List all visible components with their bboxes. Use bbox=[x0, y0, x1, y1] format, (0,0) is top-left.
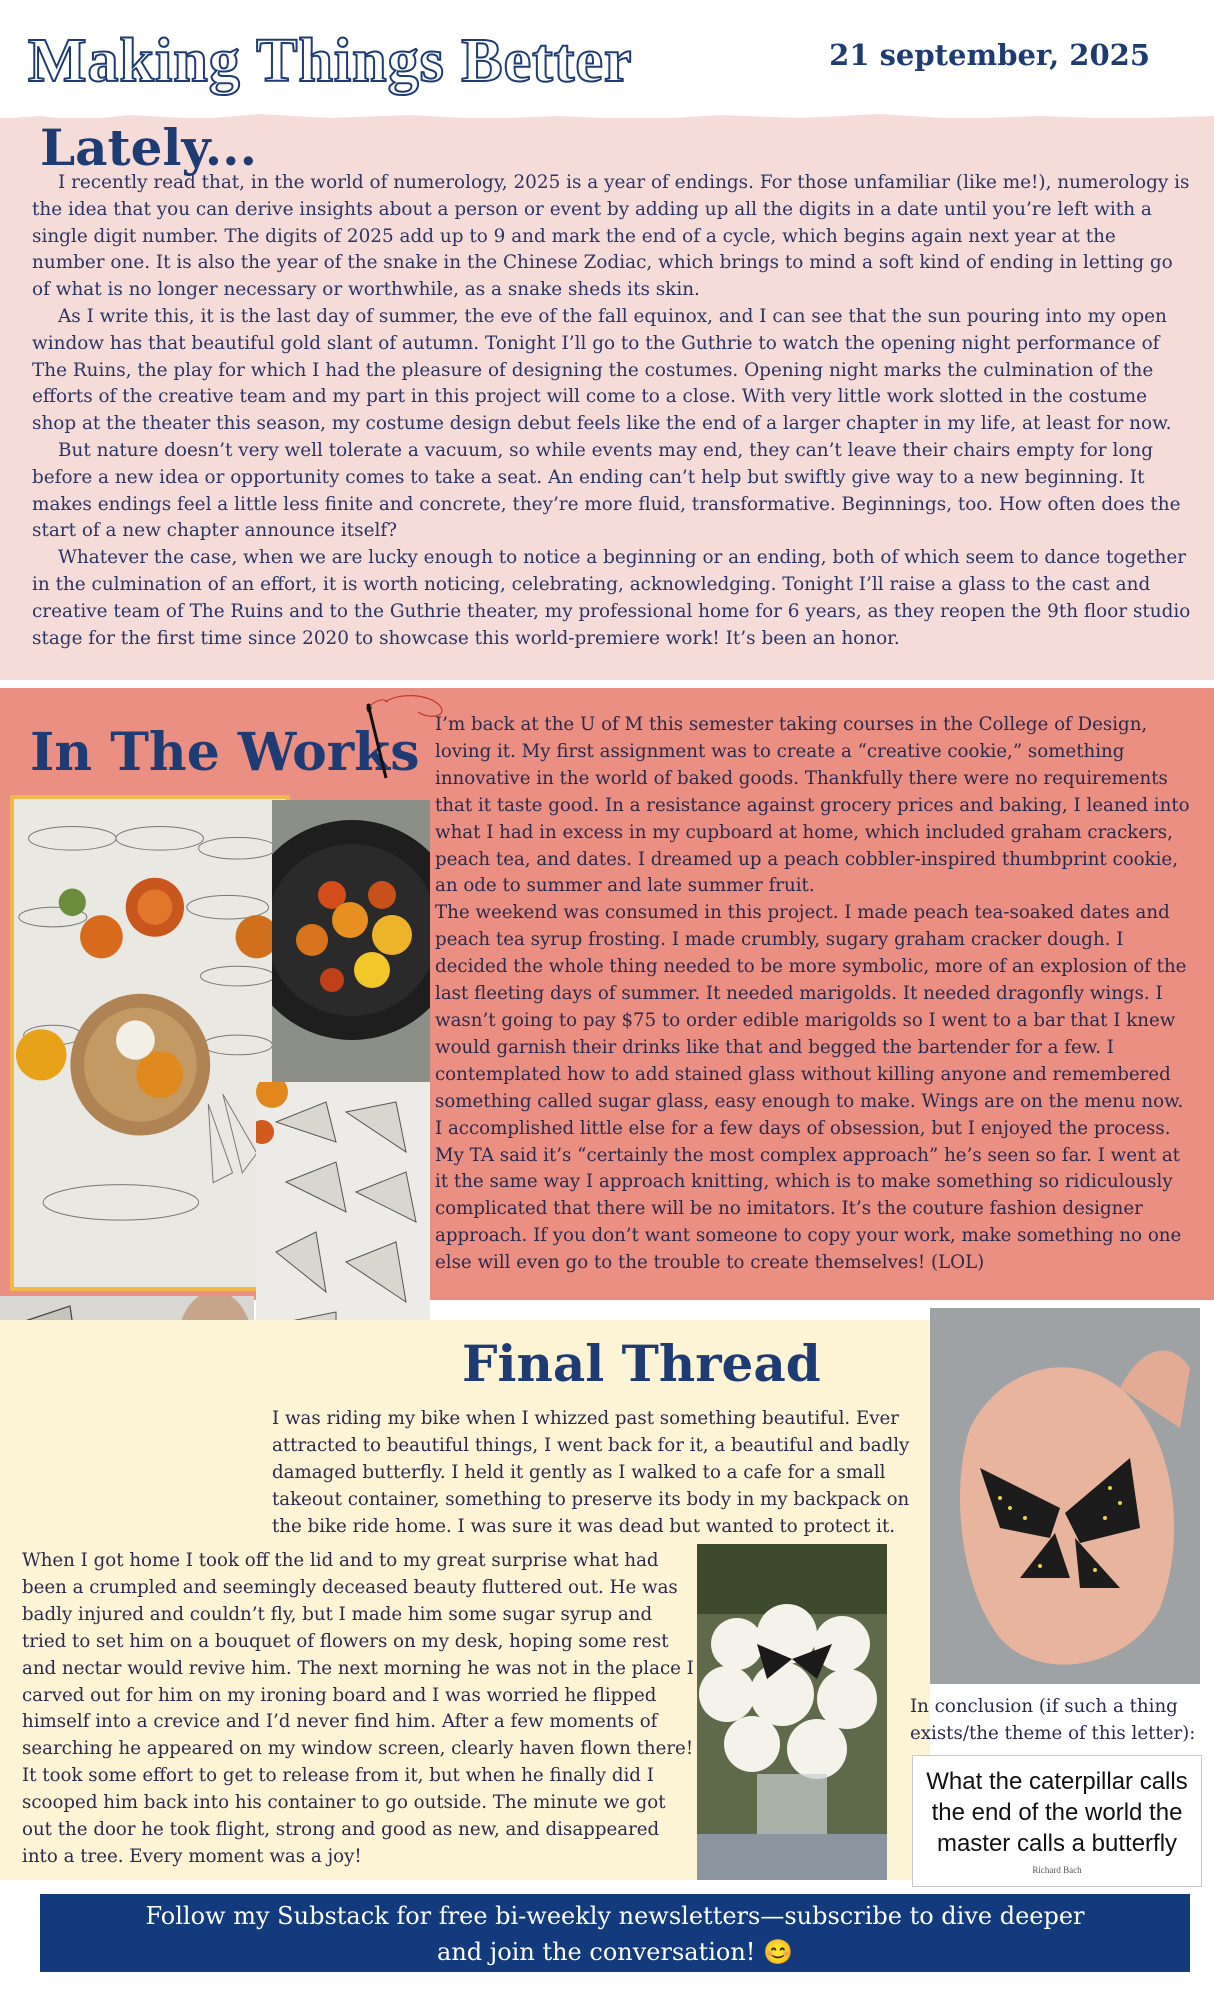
in-the-works-body bbox=[435, 712, 1197, 1277]
works-paragraph-1: I’m back at the U of M this semester taking courses in the College of Design, loving it. My first assignment was to create a “creative cookie,” something innovative in the world of baked goods. Thankfully there were no requirements that it taste good. In a resistance against grocery prices and baking, I leaned into what I had in excess in my cupboard at home, which included graham crackers, peach tea, and dates. I dreamed up a peach cobbler-inspired thumbprint cookie, an ode to summer and late summer fruit. bbox=[435, 714, 1190, 897]
lately-paragraph-2: As I write this, it is the last day of summer, the eve of the fall equinox, and I can see that the sun pouring into my open window has that beautiful gold slant of autumn. Tonight I’ll go to the Guthrie to watch the opening night performance of The Ruins, the play for which I had the pleasure of designing the costumes. Opening night marks the culmination of the efforts of the creative team and my part in this project will come to a close. With very little work slotted in the costume shop at the theater this season, my costume design debut feels like the end of a larger chapter in my life, at least for now. bbox=[32, 305, 1172, 435]
quote-card bbox=[912, 1755, 1202, 1887]
butterfly-on-hand-photo bbox=[930, 1308, 1200, 1684]
works-paragraph-2: The weekend was consumed in this project. I made peach tea-soaked dates and peach tea syrup frosting. I made crumbly, sugary graham cracker dough. I decided the whole thing needed to be more symbolic, more of an explosion of the last fleeting days of summer. It needed marigolds. It needed dragonfly wings. I wasn’t going to pay $75 to order edible marigolds so I went to a bar that I knew would garnish their drinks like that and begged the bartender for a few. I contemplated how to add stained glass without killing anyone and remembered something called sugar glass, easy enough to make. Wings are on the menu now. bbox=[435, 902, 1187, 1112]
final-thread-heading: Final Thread bbox=[462, 1334, 821, 1393]
lately-heading: Lately... bbox=[40, 118, 257, 177]
footer-line-2: and join the conversation! 😊 bbox=[437, 1938, 793, 1966]
lately-body bbox=[32, 170, 1194, 652]
marigold-plate-photo bbox=[272, 800, 430, 1084]
lately-section bbox=[0, 118, 1214, 680]
substack-subscribe-banner[interactable] bbox=[40, 1894, 1190, 1972]
needle-and-thread-icon bbox=[330, 694, 450, 784]
newsletter-title: Making Things Better bbox=[28, 27, 633, 95]
final-thread-paragraph-2: When I got home I took off the lid and to my great surprise what had been a crumpled and seemingly deceased beauty fluttered out. He was badly injured and couldn’t fly, but I made him some sugar syrup and tried to set him on a bouquet of flowers on my desk, hoping some rest and nectar would revive him. The next morning he was not in the place I carved out for him on my ironing board and I was worried he flipped himself into a crevice and I’d never find him. After a few moments of searching he appeared on my window screen, clearly haven flown there! It took some effort to get to release from it, but when he finally did I scooped him back into his container to go outside. The minute we got out the door he took flight, strong and good as new, and disappeared into a tree. Every moment was a joy! bbox=[22, 1550, 694, 1867]
lately-paragraph-3: But nature doesn’t very well tolerate a vacuum, so while events may end, they can’t leave their chairs empty for long before a new idea or opportunity comes to take a seat. An ending can’t help but swiftly give way to a new beginning. It makes endings feel a little less finite and concrete, they’re more fluid, transformative. Beginnings, too. How often does the start of a new chapter announce itself? bbox=[32, 439, 1181, 542]
final-thread-paragraph-1: I was riding my bike when I whizzed past something beautiful. Ever attracted to beautiful things, I went back for it, a beautiful and badly damaged butterfly. I held it gently as I walked to a cafe for a small takeout container, something to preserve its body in my backpack on the bike ride home. I was sure it was dead but wanted to protect it. bbox=[272, 1408, 910, 1537]
butterfly-on-flowers-photo bbox=[697, 1544, 887, 1880]
footer-line-1: Follow my Substack for free bi-weekly newsletters—subscribe to dive deeper bbox=[145, 1902, 1085, 1930]
quote-author: Richard Bach bbox=[1032, 1865, 1082, 1875]
cookie-marigold-photo bbox=[10, 795, 290, 1291]
works-paragraph-3: I accomplished little else for a few days of obsession, but I enjoyed the process. My TA said it’s “certainly the most complex approach” he’s seen so far. I went at it the same way I approach knitting, which is to make something so ridiculously complicated that there will be no imitators. It’s the couture fashion designer approach. If you don’t want someone to copy your work, make something no one else will even go to the trouble to create themselves! (LOL) bbox=[435, 1117, 1182, 1274]
lately-paragraph-1: I recently read that, in the world of numerology, 2025 is a year of endings. For those unfamiliar (like me!), numerology is the idea that you can derive insights about a person or event by adding up all the digits in a date until you’re left with a single digit number. The digits of 2025 add up to 9 and mark the end of a cycle, which begins again next year at the number one. It is also the year of the snake in the Chinese Zodiac, which brings to mind a soft kind of ending in letting go of what is no longer necessary or worthwhile, as a snake sheds its skin. bbox=[32, 172, 1190, 301]
lately-paragraph-4: Whatever the case, when we are lucky enough to notice a beginning or an ending, both of which seem to dance together in the culmination of an effort, it is worth noticing, celebrating, acknowledging. Tonight I’ll raise a glass to the cast and creative team of The Ruins and to the Guthrie theater, my professional home for 6 years, as they reopen the 9th floor studio stage for the first time since 2020 to showcase this world-premiere work! It’s been an honor. bbox=[32, 547, 1191, 649]
quote-text: What the caterpillar calls the end of the world the master calls a butterfly bbox=[926, 1768, 1188, 1857]
in-the-works-heading: In The Works bbox=[30, 722, 420, 783]
issue-date: 21 september, 2025 bbox=[829, 38, 1150, 72]
conclusion-text: In conclusion (if such a thing exists/the theme of this letter): bbox=[910, 1696, 1196, 1744]
